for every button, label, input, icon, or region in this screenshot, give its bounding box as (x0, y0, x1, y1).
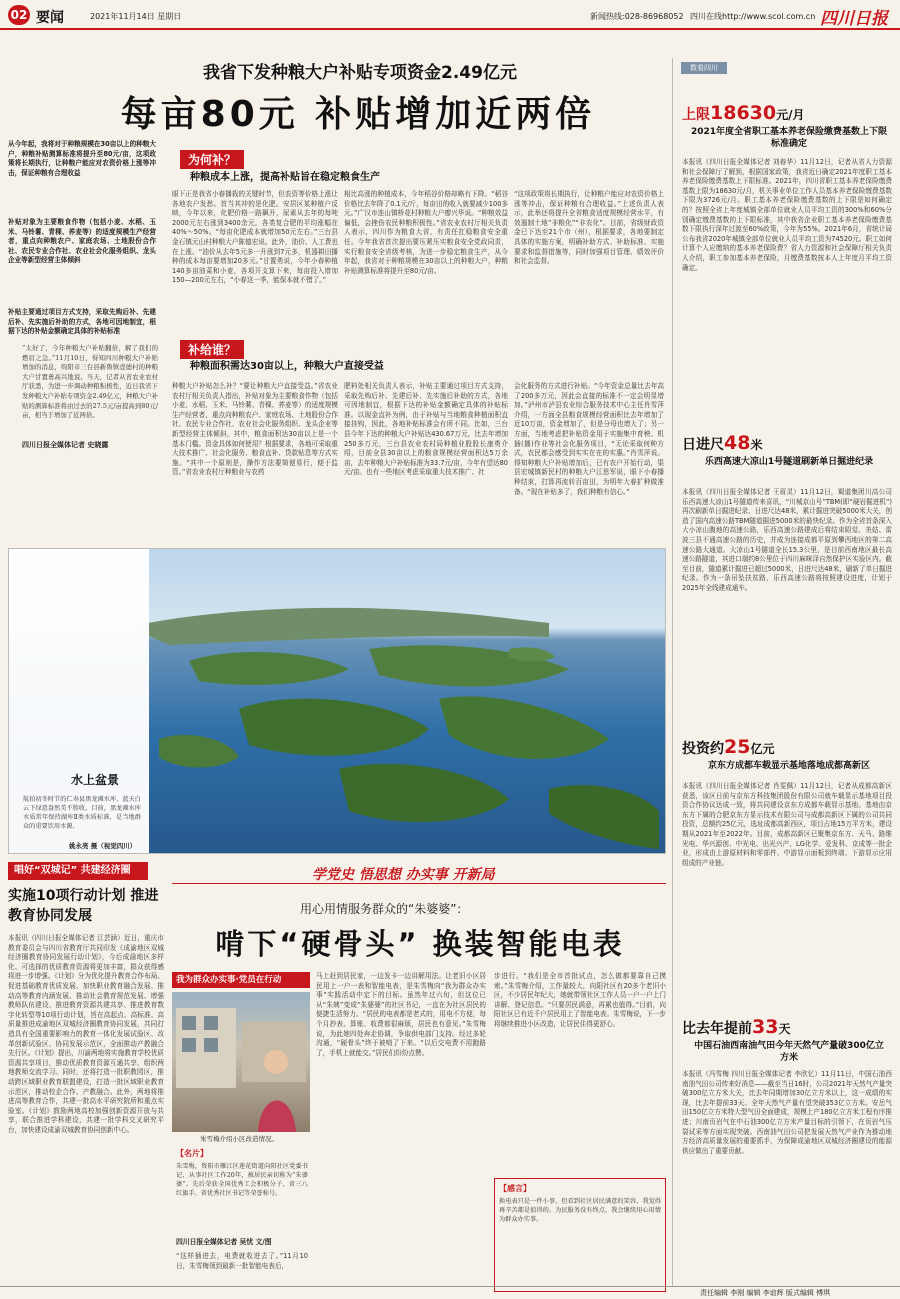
feature-photo-caption: 朱雪梅介绍小区改造情况。 (200, 1135, 278, 1143)
feature-kicker: 用心用情服务群众的“朱婆婆”： (300, 902, 469, 916)
education-body: 本报讯（四川日报全媒体记者 江芸涵）近日，重庆市教育委员会与四川省教育厅共同印发《成渝地区双城经济圈教育协同发展行动计划》，今后成渝地区多样化、可选择的优质教育资源将更加丰富，群众获得感将进一步增强。《计划》分为优化提升教育合作布局、促进基础教育优质发展、加快职业教育融合发展、推动高等教育内涵发展、推动社会教育规范发展、增强教师队伍建设、推进教育资源共建共享、推进教育数字化转型等10项行动计划，旨在高起点、高标准、高质量推进成渝地区双城经济圈教育协同发展，共同打造具有全国重要影响力的教育一体化发展试验区、改革创新试验区、协同发展示范区，全面推动产教融合先行区。《计划》提出，川渝两地将实施教育学校优质资源共享项目，推动优质教育资源互通共享，组织两地教师交流学习。同时，还将打造一批职教园区，推动跨区域职业教育联盟建设，打造一批区域职业教育示范区，推动校企合作、产教融合。此外，两地将推进高等教育合作，共建一批高水平研究院所和重点实验室。《计划》鼓励两地高校加强创新资源开放与共享，联合推进学科建设，共建一批学科交叉研究平台，加快建设成渝双城教育协同创新中心。 (8, 934, 164, 1134)
section2-col1: 种粮大户补贴怎么补？“要让种粮大户直接受益。”省农业农村厅相关负责人指出，补贴对象为主要粮食作物（包括小麦、水稻、玉米、马铃薯、青稞、荞麦等）的适度规模生产经营者，重点向种粮农户、家庭农场、土地股份合作社、农民专业合作社、农业社会化服务组织、龙头企业等新型经营主体倾斜，其中，粮食面积达30亩以上是一个基本门槛。资金具体如何使用？根据要求，各地可采取重大技术推广、社会化服务、粮食直补、贷款贴息等方式实施。“其中一个原则是，操作方法要简便易行，便于监管。”省农业农村厅种粮业与农药 (172, 382, 338, 477)
page-header (0, 0, 900, 30)
stat-headline-3 (682, 736, 892, 758)
feature-banner (172, 862, 666, 884)
stat-number: 48 (724, 432, 751, 454)
footer-editors: 责任编辑 李刚 编辑 李谊辉 版式编辑 傅琪 (700, 1289, 831, 1297)
stat-headline-4 (682, 1016, 892, 1038)
stat-headline-1 (682, 102, 892, 124)
education-headline: 实施10项行动计划 推进教育协同发展 (8, 888, 159, 924)
summary-point-3: 补贴主要通过项目方式支持，采取先购后补、先建后补、先实施后补助的方式，各地可因地制宜，根据下达的补贴金额确定具体的补贴标准 (8, 308, 156, 336)
feature-photo (172, 992, 310, 1132)
feature-col3: 步进行。“我们是全市首批试点，怎么做都要靠自己摸索。”朱雪梅介绍，工作量较大，向阳社区有20多个老旧小区，不少居民年纪大，她就带领社区工作人员一户一户上门讲解、登记信息。“只要居民满意，再累也值得。”目前，向阳社区已有近千户居民用上了智能电表。朱雪梅说，下一步将继续推进小区改造，让居民住得更舒心。 (494, 972, 666, 1028)
website[interactable]: 四川在线http://www.scol.com.cn (690, 12, 816, 21)
feature-headline: 啃下“硬骨头” 换装智能电表 (215, 927, 625, 961)
comment-tag: 【感言】 (499, 1184, 531, 1193)
masthead-logo: 四川日报 (820, 9, 888, 29)
section2-col3: 会化服务的方式进行补贴。“今年资金总量比去年高了200多万元，因此会直接的标准不一定会明显增加。”泸州市泸县农业综合服务技术中心主任肖雪萍介绍，一方面全县粮食规模经营面积比去年增加了近10万亩，资金增加了，但是分母也增大了；另一方面，当地考虑把补贴资金用于实施集中育秧、机插(播)作业等社会化服务项目，“无论采取何种方式，农民都会感受到实实在在的实惠。”肖雪萍说。得知种粮大户补贴增加后，已有农户开始行动，渠县宏城镇新民村的种粮大户江思军说，眼下小春播种结束，打算再流转百亩田，为明年大春扩种做准备。“现在补贴多了，我们种粮有信心。” (514, 382, 664, 496)
section1-tag: 为何补？ (180, 150, 244, 169)
section2-subhead: 种粮面积需达30亩以上，种粮大户直接受益 (190, 361, 384, 372)
stat-number: 18630 (710, 102, 777, 124)
summary-point-1: 从今年起，我将对于种粮规模在30亩以上的种粮大户，种粮补贴测算标准将提升至80元/亩，这项政策将长期执行，让种粮户能应对农资价格上涨等冲击，保证种粮有合理收益 (8, 140, 156, 177)
comment-text: 换电表只是一件小事，但看到社区居民满意的笑容，我觉得再辛苦都是值得的。为民服务没有终点，我会继续用心用情为群众办实事。 (499, 1198, 661, 1223)
stat-body-1: 本报讯（四川日报全媒体记者 刘春华）11月12日，记者从省人力资源和社会保障厅了解到，根据国家政策，我省近日确定2021年度职工基本养老保险缴费基数上下限标准。2021年，四川省职工基本养老保险缴费基数上限为18630元/月，机关事业单位工作人员基本养老保险缴费基数下限为3726元/月。职工基本养老保险缴费基数的上下限是如何确定的？按照全省上年度城镇全部单位就业人员平均工资的300%和60%分别确定缴费基数的上下限标准，其中我省企业职工基本养老保险缴费基数下限执行深年过渡至60%政策，今年为55%。2021年6月，省统计局公布我省2020年城镇全部单位就业人员平均工资为74520元。职工如何计算个人应缴纳的基本养老保险费？省人力资源和社会保障厅相关负责人介绍，职工参加基本养老保险，月缴费基数按本人上年度月平均工资确定。 (682, 158, 892, 272)
section-name: 要闻 (36, 10, 64, 26)
section2-tag: 补给谁？ (180, 340, 244, 359)
feature-col2: 马上赶到居民家，一边发卡一边讲解用法。让老旧小区居民用上一户一表和智能电表，是朱雪梅向“我为群众办实事”实践活动中定下的目标。虽然年过六旬，但这位已从“朱姨”变成“朱婆婆”的社区书记，一直在为社区居民的便捷生活努力。“居民的电表都是老式的，用电不方便，每个月抄表、算账、收费都很麻烦，居民也有意见。”朱雪梅说，为此她四处奔走协调，争取供电部门支持。经过多轮沟通，“硬骨头”终于被啃了下来。“以后交电费不用跑路了，手机上就能交。”居民们纷纷点赞。 (316, 972, 486, 1057)
namecard-tag: 【名片】 (176, 1149, 208, 1158)
stat-subtitle-1: 2021年度全省职工基本养老保险缴费基数上下限标准确定 (690, 127, 888, 149)
photo-title: 水上盆景 (71, 773, 120, 787)
namecard-text: 朱雪梅，资阳市雁江区莲花街道向阳社区党委书记，从事社区工作20年，被居民亲切称为“朱婆婆”。先后荣获全国优秀工会积极分子、省三八红旗手、省优秀社区书记等荣誉称号。 (176, 1163, 308, 1197)
page-number-badge: 02 (8, 5, 30, 25)
feature-byline: 四川日报全媒体记者 吴忧 文/图 (176, 1238, 272, 1246)
stat-body-3: 本报讯（四川日报全媒体记者 肖雯佩）11月12日，记者从成都高新区获悉，该区日前与京东方科技集团股份有限公司就车载显示基地项目投资合作协议达成一致，将共同建设京东方成都车载显示基地。基地由京东方下属的合肥京东方显示技术有限公司与成都高新区下属的公司共同投资，总额约25亿元，选址成都高新西区，项目占地15万平方米，建设期从2021年至2022年。目前，成都高新区已聚集京东方、天马、路维光电、华兴源创、中光电、出光兴产、LG化学、爱发科、京成等一批企业，形成由上游原材料和零部件、中游显示面板到终端、下游显示应用组成的产业链。 (682, 782, 892, 867)
stat-suffix: 元/月 (776, 108, 805, 122)
reservoir-photo (8, 548, 666, 854)
lead-kicker: 我省下发种粮大户补贴专项资金2.49亿元 (203, 63, 517, 83)
stat-body-4: 本报讯（冯雪梅 四川日报全媒体记者 李欣忆）11月11日，中国石油西南油气田公司传来好消息——截至当日16时，公司2021年天然气产量突破300亿立方米大关，比去年同期增加30亿立方米以上，这一成绩的实现，比去年提前33天。全年天然气产量有望突破353亿立方米。安岳气田150亿立方米特大型气田全面建成，规模上产180亿立方米工程有序推进；川南页岩气在中石油300亿立方米产量目标的引领下，在页岩气压裂试采等方面实现突破。西南油气田公司把发展天然气产业作为推动地方经济高质量发展的重要抓手，为保障成渝地区双城经济圈建设的能源供应做出了重要贡献。 (682, 1070, 892, 1155)
stat-subtitle-3: 京东方成都车载显示基地落地成都高新区 (707, 761, 870, 771)
lead-byline: 四川日报全媒体记者 史晓露 (22, 441, 109, 449)
stat-number: 33 (752, 1016, 779, 1038)
photo-caption-panel (9, 549, 149, 854)
feature-banner-text: 学党史 悟思想 办实事 开新局 (312, 867, 495, 883)
stat-suffix: 米 (750, 438, 763, 452)
stat-headline-2 (682, 432, 892, 454)
stat-body-2: 本报讯（四川日报全媒体记者 王眉灵）11月12日，蜀道集团川高公司乐西高速大凉山1号隧道传来喜讯，“川城京山号”TBM(即“硬岩掘进机”)再次刷新单日掘进纪录，日进尺达48米，累计掘进突破5000米大关，创造了国内高速公路TBM隧道掘进5000米的最快纪录。作为全省首条深入大小凉山腹地的高速公路，乐西高速公路建成后将结束昭觉、美姑、雷波三县不通高速公路的历史，并成为连接成都平原到攀西地区的第二高速公路大通道。大凉山1号隧道全长15.3公里，是目前西南地区最长高速公路隧道，其进口端约8公里位于四川麻咪泽自然保护区实验区内。截至目前，隧道累计掘进已超过5000米，日进尺达48米，刷新了单日掘进纪录。作为一条吊坠扶贫路，乐西高速公路将按照建设进度，计划于2025年全线建成通车。 (682, 488, 892, 592)
stat-number: 25 (724, 736, 751, 758)
stat-suffix: 天 (778, 1022, 791, 1036)
summary-point-2: 补贴对象为主要粮食作物（包括小麦、水稻、玉米、马铃薯、青稞、荞麦等）的适度规模生产经营者，重点向种粮农户、家庭农场、土地股份合作社、农民专业合作社、农业社会化服务组织、龙头企业等新型经营主体倾斜 (8, 218, 156, 265)
stat-prefix: 上限 (682, 107, 710, 123)
stat-subtitle-2: 乐西高速大凉山1号隧道刷新单日掘进纪录 (704, 457, 874, 467)
hotline: 新闻热线:028-86968052 (590, 12, 684, 21)
photo-credit: 姚永亮 摄（视觉四川） (69, 842, 137, 850)
feature-photo-illustration (172, 992, 310, 1132)
education-banner: 唱好“双城记” 共建经济圈 (8, 862, 148, 880)
lead-quote: “太好了，今年种粮大户补贴翻倍，解了我们的燃眉之急。”11月10日，得知四川种粮大户补贴增加的消息，绵阳市三台县新鲁镇壹德村的种粮大户甘置勇高兴地说。当天，记者从省农业农村厅获悉，为进一步调动种粮积极性，近日我省下发种粮大户补贴专项资金2.49亿元，种粮大户补贴的测算标准将由过去的27.5元/亩提高到80元/亩，相当于增加了近两倍。 (22, 344, 158, 420)
section1-subhead: 种粮成本上涨，提高补贴旨在稳定粮食生产 (190, 172, 380, 183)
section1-col1: 眼下正是我省小春播栽的关键时节，但农资等价格上涨让各地农户发愁。首当其冲的是化肥。安居区某种植户反映，今年以来，化肥价格一路飙升，尿素从去年的每吨2000元左右涨到3400余元，各类复合肥的平均涨幅在40%～50%。“每亩化肥成本就增加50元左右。”三台县金石镇元山村种粮大户陈德宏说。此外，油价、人工费也在上涨。“油价从去年5元多一升涨到7元多，机器耕田播种的成本每亩要增加20多元。”甘置勇说，今年小春种植140多亩油菜和小麦，各项开支算下来，每亩投入增加150—200元左右，“小春这一季，能保本就不错了。” (172, 190, 338, 285)
stat-suffix: 亿元 (750, 742, 775, 756)
issue-date: 2021年11月14日 星期日 (90, 12, 182, 21)
stat-prefix: 投资约 (682, 741, 724, 757)
stat-subtitle-4: 中国石油西南油气田今年天然气产量破300亿立方米 (694, 1041, 884, 1063)
photo-caption: 航拍初冬时节的仁寿县黑龙滩水库，蓝天白云下绿意盎然美不胜收，目前，黑龙滩水库水质常年保持湖库Ⅱ类水质标准，是当地群众的重要饮用水源。 (23, 796, 141, 830)
footer-rule (0, 1286, 900, 1287)
lead-headline: 每亩80元 补贴增加近两倍 (120, 94, 596, 135)
feature-inner-tag: 我为群众办实事·党员在行动 (172, 972, 310, 988)
section1-col3: “这项政策将长期执行，让种粮户能应对农资价格上涨等冲击，保证种粮有合理收益。”上述负责人表示，此举还将提升全省粮食适度规模经营水平，有效遏制土地“非粮化”“非农化”。目前，省级财政资金已下达至21个市（州），根据要求，各地要制定具体的实施方案，明确补助方式、补助标准、实施要求和监督措施等，同时加强项目管理、绩效评价和社会监督。 (514, 190, 664, 266)
comment-box (494, 1178, 666, 1292)
feature-col1-tail: “这样插进去，电费就收进去了。”11月10日，朱雪梅领到最新一批智能电表后， (176, 1252, 308, 1270)
stat-prefix: 日进尺 (682, 437, 724, 453)
section1-col2: 相比高涨的种植成本，今年稻谷价格却略有下降。“稻谷价格比去年降了0.1元/斤，每亩田的收入就要减少100多元。”广汉市连山镇桥花村种粮大户廖兴华说。“种粮效益偏低，会挫伤农民种粮积极性。”省农业农村厅相关负责人表示，四川作为粮食大省，有责任扛稳粮食安全重任。今年我省首次提出要压紧压实粮食安全党政同责，实行粮食安全省级考核，为进一步稳定粮食生产，从今年起，我省对于种粮规模在30亩以上的种粮大户，种粮补贴测算标准将提升至80元/亩。 (344, 190, 508, 275)
right-column-label: 数看四川 (681, 62, 727, 74)
section2-col2: 肥料处相关负责人表示，补贴主要通过项目方式支持，采取先购后补、先建后补、先实施后补助的方式，各地可因地制宜，根据下达的补贴金额确定具体的补贴标准。以现金直补为例，由于补贴与当地粮食种植面积直接挂钩，因此，各地补贴标准会有所不同。比如，三台县今年下达的种粮大户补贴达430.67万元，比去年增加250多万元，三台县农业农村局种植业股股长康勇介绍，目前全县30亩以上的粮食规模经营面积达5万余亩，去年种粮大户补贴标准为33.7元/亩，今年有望达80元/亩。也有一些地区考虑采取重大技术推广、社 (344, 382, 508, 477)
stat-prefix: 比去年提前 (682, 1021, 752, 1037)
